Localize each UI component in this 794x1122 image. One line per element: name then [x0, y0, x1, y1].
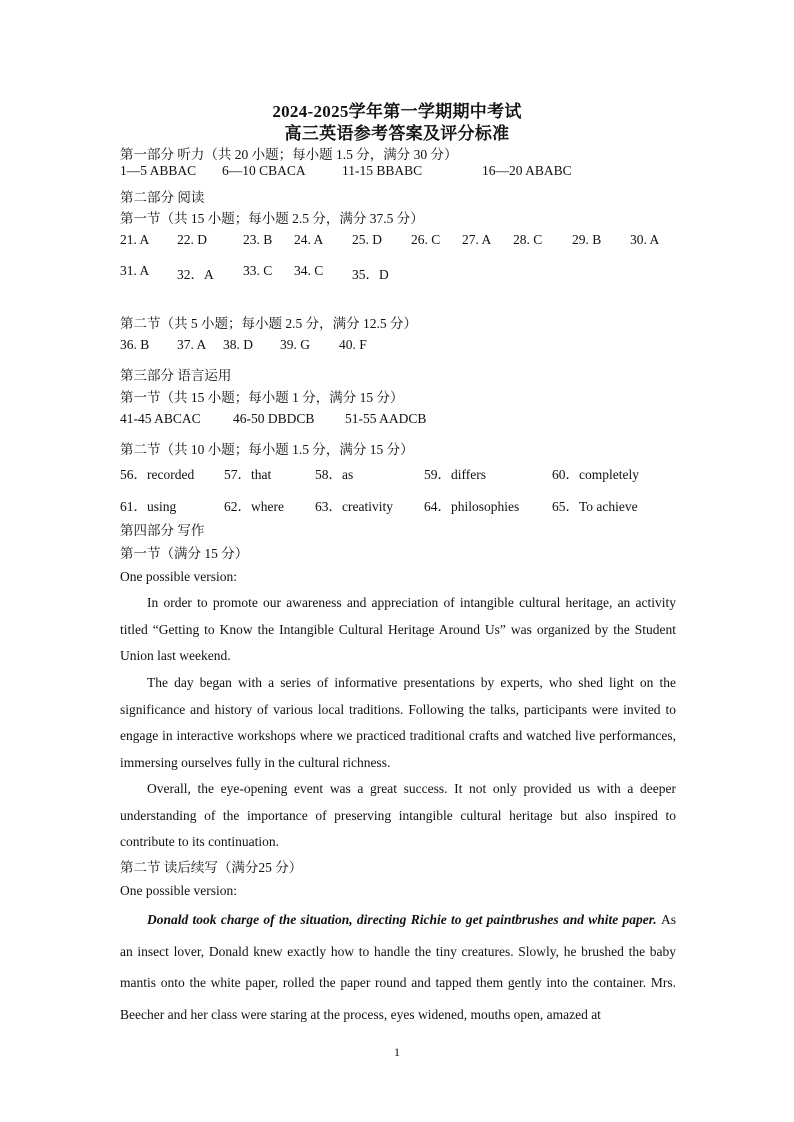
answer-item: 39. G [280, 337, 310, 352]
answer-item: 37. A [177, 337, 207, 352]
part2-heading: 第二部分 阅读 [120, 190, 205, 205]
part2-section1-row1 [120, 232, 680, 250]
essay-paragraph-2 [120, 670, 676, 776]
answer-item: 64．philosophies [424, 499, 520, 514]
answer-group: 51-55 AADCB [345, 411, 427, 426]
answer-item: 29. B [572, 232, 602, 247]
continuation-lead-sentence: Donald took charge of the situation, directing Richie to get paintbrushes and white paper. [147, 912, 657, 927]
answer-item: 24. A [294, 232, 324, 247]
answer-item: 59．differs [424, 467, 486, 482]
answer-item: 56．recorded [120, 467, 195, 482]
answer-group: 41-45 ABCAC [120, 411, 201, 426]
answer-item: 23. B [243, 232, 273, 247]
answer-item: 21. A [120, 232, 150, 247]
continuation-body-text: As an insect lover, Donald knew exactly how to handle the tiny creatures. Slowly, he brushed the baby mantis onto the white paper, rolled the paper round and tapped them gently into the container. Mrs. Beecher and her class were staring at the process, eyes widened, mouths open, amazed at [120, 912, 677, 1022]
answer-item: 34. C [294, 263, 324, 278]
part2-section2-heading: 第二节（共 5 小题；每小题 2.5 分，满分 12.5 分） [120, 316, 417, 331]
answer-group: 6—10 CBACA [222, 163, 306, 178]
answer-item: 25. D [352, 232, 382, 247]
answer-item: 65．To achieve [552, 499, 638, 514]
essay-paragraph-1-text: In order to promote our awareness and appreciation of intangible cultural heritage, an activity titled “Getting to Know the Intangible Cultural Heritage Around Us” was organized by the Student Union last weekend. [120, 595, 676, 663]
answer-item: 30. A [630, 232, 660, 247]
answer-item: 26. C [411, 232, 441, 247]
answer-item: 57．that [224, 467, 272, 482]
part4-section2-heading: 第二节 读后续写（满分25 分） [120, 860, 303, 875]
part1-heading: 第一部分 听力（共 20 小题；每小题 1.5 分，满分 30 分） [120, 147, 458, 162]
version-label-2: One possible version: [120, 883, 237, 898]
answer-item: 61．using [120, 499, 177, 514]
part3-section2-row2 [120, 495, 680, 513]
answer-item: 33. C [243, 263, 273, 278]
essay-paragraph-3-text: Overall, the eye-opening event was a great success. It not only provided us with a deeper understanding of the importance of preserving intangible cultural heritage but also inspired to contribute to its continuation. [120, 781, 676, 849]
part3-section2-row1 [120, 463, 680, 481]
part1-answers-row [120, 163, 680, 181]
part3-section1-row [120, 411, 680, 429]
answer-item: 62．where [224, 499, 284, 514]
answer-item: 36. B [120, 337, 150, 352]
answer-item: 38. D [223, 337, 253, 352]
part4-heading: 第四部分 写作 [120, 523, 205, 538]
answer-item: 27. A [462, 232, 492, 247]
essay-paragraph-1 [120, 590, 676, 670]
answer-item: 40. F [339, 337, 367, 352]
essay-paragraph-3 [120, 776, 676, 856]
answer-group: 11-15 BBABC [342, 163, 423, 178]
answer-item: 63．creativity [315, 499, 393, 514]
part2-section2-row [120, 337, 680, 355]
answer-group: 16—20 ABABC [482, 163, 572, 178]
answer-item: 58．as [315, 467, 354, 482]
exam-subtitle: 高三英语参考答案及评分标准 [284, 124, 510, 143]
continuation-paragraph [120, 904, 676, 1030]
answer-group: 1—5 ABBAC [120, 163, 197, 178]
answer-item: 22. D [177, 232, 207, 247]
answer-item: 32．A [177, 267, 214, 282]
answer-item: 28. C [513, 232, 543, 247]
part3-heading: 第三部分 语言运用 [120, 368, 232, 383]
answer-item: 31. A [120, 263, 150, 278]
part2-section1-row2 [120, 263, 680, 281]
page-number: 1 [394, 1045, 400, 1059]
essay-paragraph-2-text: The day began with a series of informative presentations by experts, who shed light on the significance and history of various local traditions. Following the talks, participants were invited to engage in interactive workshops where we practiced traditional crafts and watched live performances, immersing ourselves fully in the cultural richness. [120, 675, 676, 770]
answer-item: 60．completely [552, 467, 639, 482]
answer-group: 46-50 DBDCB [233, 411, 315, 426]
part3-section2-heading: 第二节（共 10 小题；每小题 1.5 分，满分 15 分） [120, 442, 414, 457]
part3-section1-heading: 第一节（共 15 小题；每小题 1 分，满分 15 分） [120, 390, 404, 405]
answer-item: 35．D [352, 267, 389, 282]
version-label: One possible version: [120, 569, 237, 584]
part2-section1-heading: 第一节（共 15 小题；每小题 2.5 分，满分 37.5 分） [120, 211, 424, 226]
part4-section1-heading: 第一节（满分 15 分） [120, 546, 249, 561]
exam-title: 2024-2025学年第一学期期中考试 [272, 102, 522, 121]
